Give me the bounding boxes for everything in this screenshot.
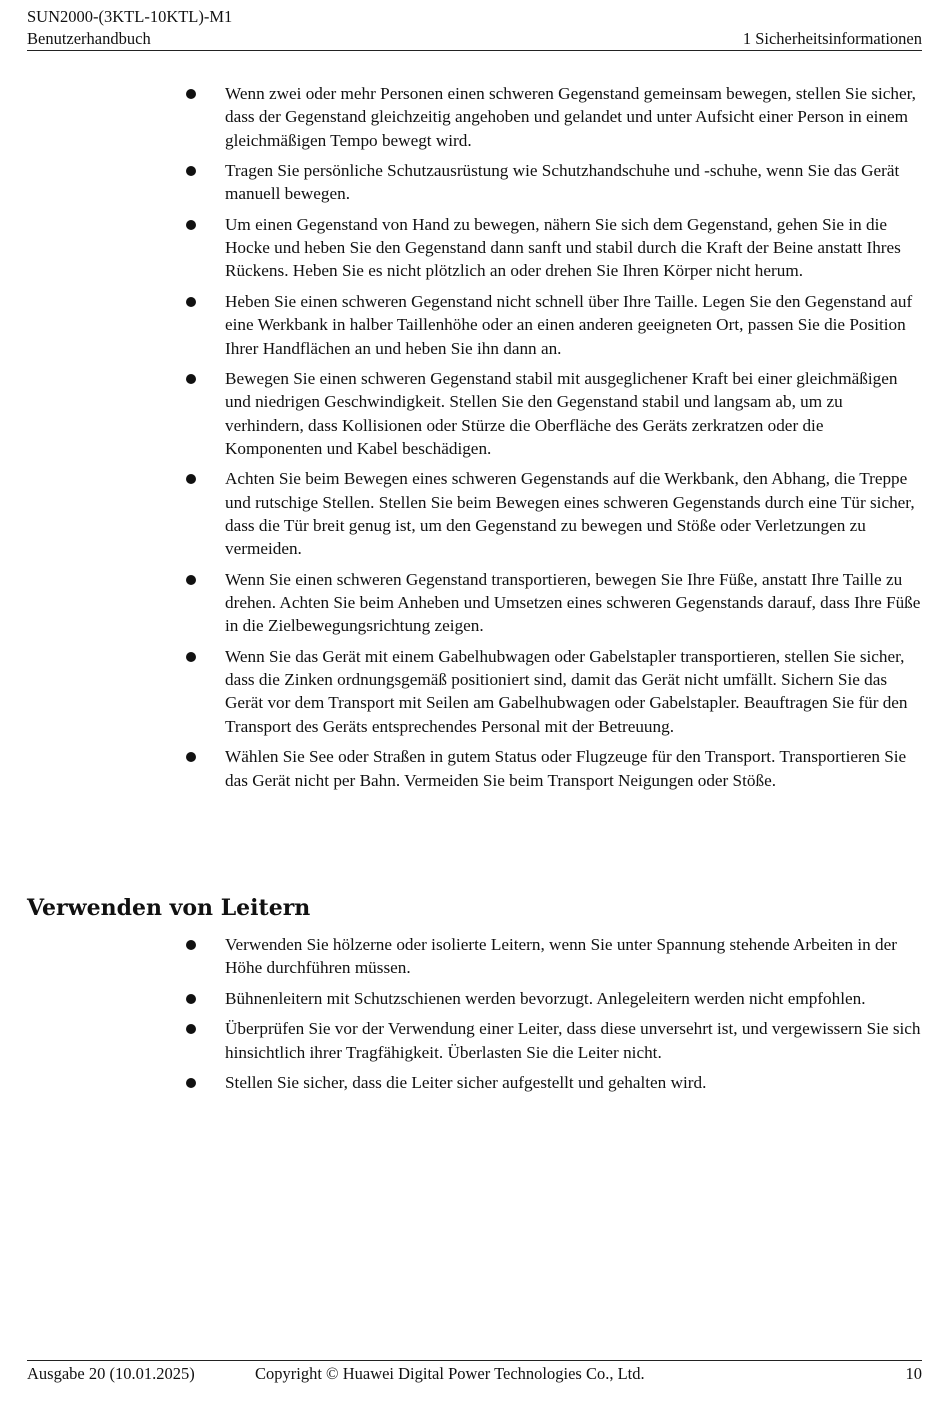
list-item-text: Um einen Gegenstand von Hand zu bewegen, nähern Sie sich dem Gegenstand, gehen Sie in die Hocke und heben Sie den Gegenstand dann sanft und stabil durch die Kraft der Beine anstatt Ihres Rückens. Heben Sie es nicht plötzlich an oder drehen Sie Ihren Körper nicht herum. (225, 214, 901, 281)
edition-label: Ausgabe 20 (10.01.2025) (27, 1364, 195, 1383)
list-item-text: Wenn Sie das Gerät mit einem Gabelhubwagen oder Gabelstapler transportieren, stellen Sie sicher, dass die Zinken ordnungsgemäß positioniert sind, damit das Gerät nicht umfällt. Sichern Sie das Gerät vor dem Transport mit Seilen am Gabelhubwagen oder Gabelstapler. Beauftragen Sie für den Transport des Geräts entsprechendes Personal mit der Betreuung. (225, 646, 908, 736)
manual-label: Benutzerhandbuch (27, 29, 151, 48)
list-item (184, 933, 924, 980)
bullet-icon (186, 220, 196, 230)
bullet-icon (186, 474, 196, 484)
copyright-notice: Copyright © Huawei Digital Power Technologies Co., Ltd. (255, 1364, 645, 1383)
list-item-text: Heben Sie einen schweren Gegenstand nicht schnell über Ihre Taille. Legen Sie den Gegenstand auf eine Werkbank in halber Taillenhöhe oder an einen anderen geeigneten Ort, passen Sie die Position Ihrer Handflächen an und heben Sie ihn dann an. (225, 291, 913, 358)
bullet-icon (186, 166, 196, 176)
list-item (184, 568, 924, 638)
bullet-icon (186, 1078, 196, 1088)
list-item (184, 467, 924, 560)
safety-bullet-list-ladders (184, 933, 924, 1102)
list-item (184, 1017, 924, 1064)
list-item-text: Wenn Sie einen schweren Gegenstand transportieren, bewegen Sie Ihre Füße, anstatt Ihre Taille zu drehen. Achten Sie beim Anheben und Umsetzen eines schweren Gegenstands darauf, dass Ihre Füße in die Zielbewegungsrichtung zeigen. (225, 569, 921, 636)
list-item (184, 367, 924, 460)
bullet-icon (186, 575, 196, 585)
list-item (184, 745, 924, 792)
list-item (184, 213, 924, 283)
list-item (184, 82, 924, 152)
page-footer (27, 1360, 922, 1383)
list-item-text: Wenn zwei oder mehr Personen einen schweren Gegenstand gemeinsam bewegen, stellen Sie sicher, dass der Gegenstand gleichzeitig angehoben und gelandet und unter Aufsicht einer Person in einem gleichmäßigen Tempo bewegt wird. (225, 84, 916, 150)
list-item-text: Tragen Sie persönliche Schutzausrüstung wie Schutzhandschuhe und -schuhe, wenn Sie das Gerät manuell bewegen. (225, 161, 900, 204)
bullet-icon (186, 652, 196, 662)
bullet-icon (186, 374, 196, 384)
bullet-icon (186, 297, 196, 307)
page-header (27, 6, 922, 51)
bullet-icon (186, 940, 196, 950)
list-item (184, 159, 924, 206)
bullet-icon (186, 994, 196, 1004)
page-number: 10 (905, 1364, 922, 1383)
list-item (184, 645, 924, 738)
document-title: SUN2000-(3KTL-10KTL)-M1 (27, 7, 233, 26)
list-item-text: Wählen Sie See oder Straßen in gutem Status oder Flugzeuge für den Transport. Transportieren Sie das Gerät nicht per Bahn. Vermeiden Sie beim Transport Neigungen oder Stöße. (225, 747, 907, 790)
list-item (184, 1071, 924, 1094)
section-heading: Verwenden von Leitern (27, 895, 311, 921)
bullet-icon (186, 752, 196, 762)
list-item-text: Überprüfen Sie vor der Verwendung einer Leiter, dass diese unversehrt ist, und vergewissern Sie sich hinsichtlich ihrer Tragfähigkeit. Überlasten Sie die Leiter nicht. (225, 1019, 921, 1062)
list-item-text: Stellen Sie sicher, dass die Leiter sicher aufgestellt und gehalten wird. (225, 1073, 707, 1093)
list-item-text: Bewegen Sie einen schweren Gegenstand stabil mit ausgeglichener Kraft bei einer gleichmäßigen und niedrigen Geschwindigkeit. Stellen Sie den Gegenstand stabil und langsam ab, um zu verhindern, dass Kollisionen oder Stürze die Oberfläche des Geräts zerkratzen oder die Komponenten und Kabel beschädigen. (225, 369, 898, 458)
list-item-text: Achten Sie beim Bewegen eines schweren Gegenstands auf die Werkbank, den Abhang, die Treppe und rutschige Stellen. Stellen Sie beim Bewegen eines schweren Gegenstands durch eine Tür sicher, dass die Tür breit genug ist, um den Gegenstand zu bewegen und Stöße oder Verletzungen zu vermeiden. (225, 469, 915, 559)
list-item-text: Verwenden Sie hölzerne oder isolierte Leitern, wenn Sie unter Spannung stehende Arbeiten in der Höhe durchführen müssen. (225, 935, 898, 978)
bullet-icon (186, 89, 196, 99)
list-item-text: Bühnenleitern mit Schutzschienen werden bevorzugt. Anlegeleitern werden nicht empfohlen. (225, 988, 866, 1008)
list-item (184, 290, 924, 360)
list-item (184, 987, 924, 1010)
safety-bullet-list-moving (184, 82, 924, 799)
bullet-icon (186, 1024, 196, 1034)
chapter-title: 1 Sicherheitsinformationen (742, 29, 922, 48)
